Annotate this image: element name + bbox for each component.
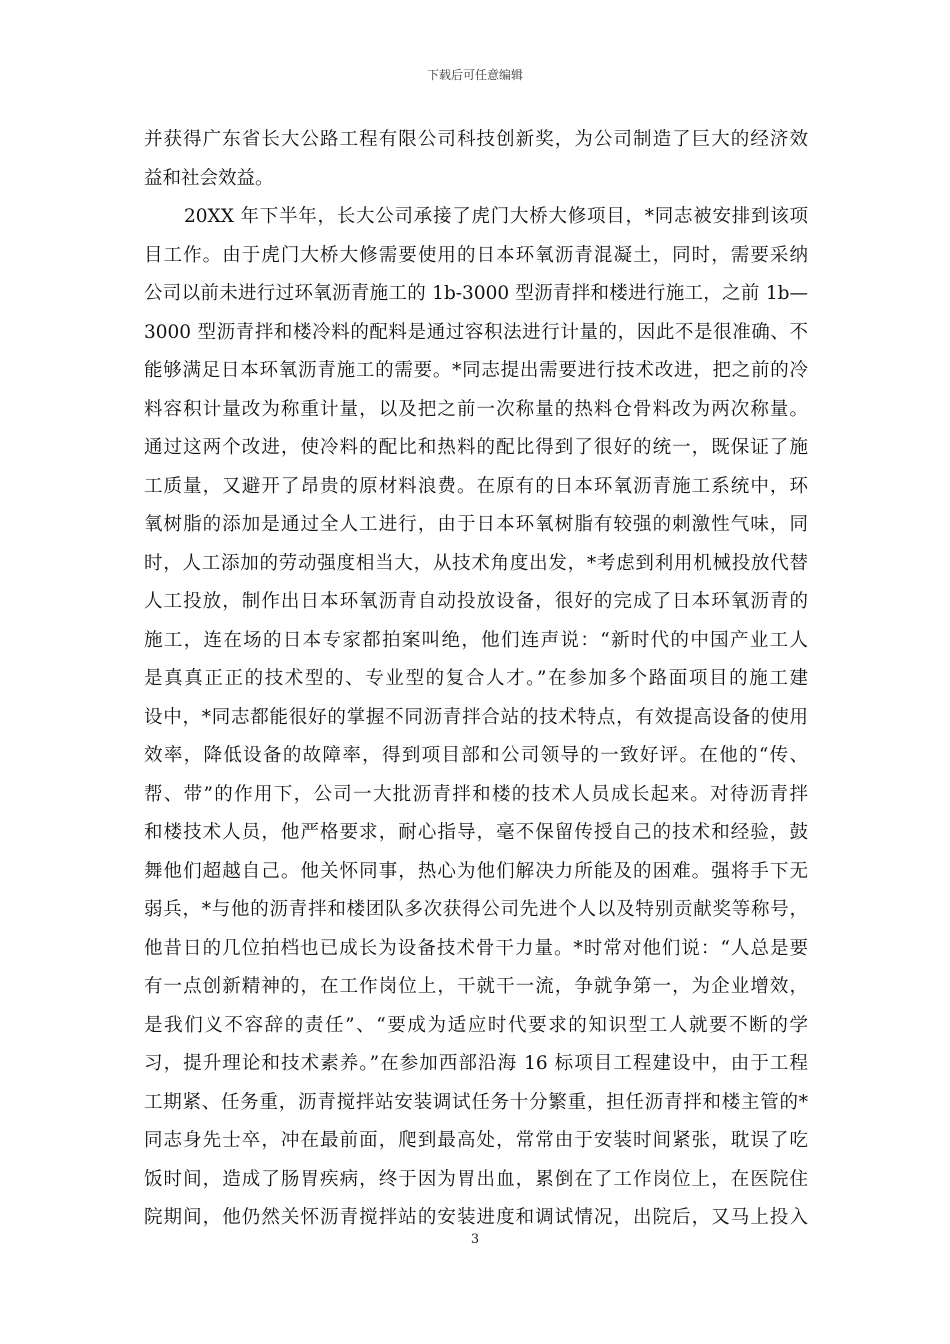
text-line: 是我们义不容辞的责任”、“要成为适应时代要求的知识型工人就要不断的学 (144, 1014, 808, 1036)
text-line: 帮、带”的作用下，公司一大批沥青拌和楼的技术人员成长起来。对待沥青拌 (144, 783, 808, 805)
text-line: 人工投放，制作出日本环氧沥青自动投放设备，很好的完成了日本环氧沥青的 (144, 591, 808, 612)
text-line: 料容积计量改为称重计量，以及把之前一次称量的热料仓骨料改为两次称量。 (144, 398, 808, 420)
text-line: 工质量，又避开了昂贵的原材料浪费。在原有的日本环氧沥青施工系统中，环 (144, 475, 808, 497)
text-line: 院期间，他仍然关怀沥青搅拌站的安装进度和调试情况，出院后，又马上投入 (144, 1207, 808, 1228)
text-line: 舞他们超越自己。他关怀同事，热心为他们解决力所能及的困难。强将手下无 (144, 860, 808, 882)
text-line: 公司以前未进行过环氧沥青施工的 1b-3000 型沥青拌和楼进行施工，之前 1b— (144, 283, 808, 304)
text-line: 工期紧、任务重，沥青搅拌站安装调试任务十分繁重，担任沥青拌和楼主管的* (144, 1091, 808, 1113)
text-line: 和楼技术人员，他严格要求，耐心指导，毫不保留传授自己的技术和经验，鼓 (144, 822, 808, 843)
text-line: 弱兵，*与他的沥青拌和楼团队多次获得公司先进个人以及特别贡献奖等称号， (144, 899, 808, 920)
text-line: 饭时间，造成了肠胃疾病，终于因为胃出血，累倒在了工作岗位上，在医院住 (144, 1168, 808, 1190)
text-line: 是真真正正的技术型的、专业型的复合人才。”在参加多个路面项目的施工建 (144, 668, 808, 689)
text-line: 有一点创新精神的，在工作岗位上，干就干一流，争就争第一，为企业增效， (144, 976, 808, 997)
text-line: 习，提升理论和技术素养。”在参加西部沿海 16 标项目工程建设中，由于工程 (144, 1053, 808, 1074)
page-header: 下载后可任意编辑 (426, 68, 523, 82)
text-line: 施工，连在场的日本专家都拍案叫绝，他们连声说：“新时代的中国产业工人 (144, 629, 808, 651)
text-line: 设中，*同志都能很好的掌握不同沥青拌合站的技术特点，有效提高设备的使用 (144, 706, 808, 728)
text-line: 通过这两个改进，使冷料的配比和热料的配比得到了很好的统一，既保证了施 (144, 437, 808, 458)
text-line: 效率，降低设备的故障率，得到项目部和公司领导的一致好评。在他的“传、 (144, 745, 808, 766)
document-body (144, 121, 808, 1238)
text-line: 他昔日的几位拍档也已成长为设备技术骨干力量。*时常对他们说：“人总是要 (144, 937, 808, 959)
text-line: 20XX 年下半年，长大公司承接了虎门大桥大修项目，*同志被安排到该项 (184, 206, 808, 227)
page-number: 3 (470, 1232, 480, 1247)
text-line: 目工作。由于虎门大桥大修需要使用的日本环氧沥青混凝土，同时，需要采纳 (144, 244, 808, 266)
text-line: 时，人工添加的劳动强度相当大，从技术角度出发，*考虑到利用机械投放代替 (144, 552, 808, 574)
text-line: 并获得广东省长大公路工程有限公司科技创新奖，为公司制造了巨大的经济效 (144, 129, 808, 150)
text-line: 能够满足日本环氧沥青施工的需要。*同志提出需要进行技术改进，把之前的冷 (144, 360, 808, 381)
text-line: 益和社会效益。 (144, 167, 274, 189)
text-line: 同志身先士卒，冲在最前面，爬到最高处，常常由于安装时间紧张，耽误了吃 (144, 1130, 808, 1151)
text-line: 3000 型沥青拌和楼冷料的配料是通过容积法进行计量的，因此不是很准确、不 (144, 321, 808, 343)
text-line: 氧树脂的添加是通过全人工进行，由于日本环氧树脂有较强的刺激性气味，同 (144, 514, 808, 535)
